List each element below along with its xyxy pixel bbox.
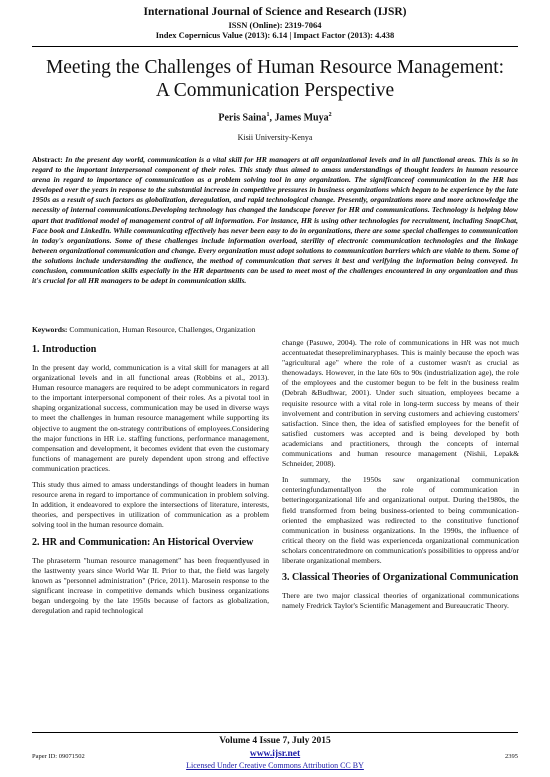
historical-paragraph-1: The phraseterm "human resource management" has been frequentlyused in the lasttwenty years since World War II. Prior to that, the field was largely known as "personnel administration" (Price, 2011). Marosein response to the significant increase in competitive demands which business organizations began undergoing by the late 1950s because of factors as globalization, deregulation and rapid technological [32, 555, 269, 615]
keywords-label: Keywords: [32, 325, 68, 334]
left-column [32, 338, 269, 622]
abstract [32, 155, 518, 286]
author-2-sup: 2 [328, 112, 332, 118]
affiliation: Kisii University-Kenya [237, 133, 313, 142]
journal-header [0, 6, 550, 40]
classical-paragraph-1: There are two major classical theories of organizational communications namely Fredrick Taylor's Scientific Management and Bureaucratic Theory. [282, 591, 519, 611]
abstract-text: In the present day world, communication is a vital skill for HR managers at all organizational levels and in all functional areas. This is so in regard to the important interpersonal component of their roles. This study thus aimed to amass understandings of thought leaders in human resource arena in regard to importance of communication as a problem solving tool in any organization. The significanceof communication in the HR has developed over the years in response to the substantial increase in competitive pressures in business organizations which began to be experience by the late 1950s as a result of such factors as globalization, deregulation, and rapid technological change. Presently, organizations more and more acknowledge the necessity of internal communications.Developing technology has changed the landscape forever for HR and communications. Technology is helping blow apart that traditional model of management control of all information. For instance, HR is using other technologies for recruitment, including SnapChat, Face book and LinkedIn. While communicating effectively has never been easy to do in organizations, there are some special challenges to communication in today's organizations. Some of these challenges include information overload, sterility of electronic communication technologies and the linkage between organizational communication and change. Every organization must adopt solutions to communication barriers which are viable to them. Some of the solutions include understanding the audience, the method of communication that serves it best and verifying the information being conveyed. In conclusion, communication skills especially in the HR departments can be used to meet most of the challenges encountered in any organization and thus it's crucial for all HR managers to be adept in communication skills. [32, 155, 518, 286]
journal-index: Index Copernicus Value (2013): 6.14 | Impact Factor (2013): 4.438 [155, 29, 395, 40]
keywords-text: Communication, Human Resource, Challenges, Organization [69, 325, 256, 334]
footer-url-link[interactable]: www.ijsr.net [249, 749, 301, 759]
page-number: 2395 [505, 753, 518, 760]
author-1: Peris Saina [218, 112, 267, 124]
footer-license-link[interactable]: Licensed Under Creative Commons Attribution CC BY [186, 761, 364, 770]
paper-id: Paper ID: 09071502 [32, 753, 85, 760]
section-heading-historical: 2. HR and Communication: An Historical Overview [32, 536, 254, 548]
abstract-label: Abstract: [32, 155, 63, 164]
section-heading-classical: 3. Classical Theories of Organizational Communication [282, 572, 519, 584]
header-rule [32, 46, 518, 47]
author-line [0, 112, 550, 123]
journal-name: International Journal of Science and Research (IJSR) [143, 6, 407, 18]
paper-title: Meeting the Challenges of Human Resource Management: A Communication Perspective [45, 57, 505, 101]
footer-volume: Volume 4 Issue 7, July 2015 [219, 736, 331, 746]
historical-paragraph-2: change (Pasuwe, 2004). The role of communications in HR was not much accentuatedat thesepreliminaryphases. This is mainly because the epoch was "agricultural age" where the role of a customer wasn't as crucial as thenowadays. However, in the late 60s to 90s (industrialization age), the role of the employees and the customer begun to be felt in the business realm (Debrah &Budhwar, 2001). Under such situation, employees became a requisite resource with a vital role in long-term success by means of their involvement and contribution in serving customers and achieving customers' satisfaction. Since then, the idea of satisfied employees for the benefit of satisfied customers was accepted and is being developed by both academicians and practitioners, through the concepts of internal communications and human resource management (Nishii, Lepak& Schneider, 2008). [282, 338, 519, 469]
footer-rule [32, 732, 518, 733]
author-1-sup: 1 [266, 112, 270, 118]
keywords [32, 325, 518, 334]
section-heading-introduction: 1. Introduction [32, 344, 97, 355]
journal-issn: ISSN (Online): 2319-7064 [228, 19, 322, 30]
intro-paragraph-2: This study thus aimed to amass understandings of thought leaders in human resource arena in regard to importance of communication in problem solving. In addition, it endeavored to explore the intersections of literature, interests, theories, and perspectives in utilization of communication as a problem solving tool in the human resource domain. [32, 480, 269, 530]
author-2: James Muya [274, 112, 329, 124]
historical-paragraph-3: In summary, the 1950s saw organizational communication centeringfundamentallyon the role of communication in betteringorganizational life and organizational output. During the1980s, the field transformed from being business-oriented to being communication-oriented the emphasized was redirected to the constitutive functionof communication in business organizations. In the 1990s, the influence of critical theory on the field was experienceda organizational communication scholars concentratedmore on communication's possibilities to oppress and/or liberate organizational members. [282, 475, 519, 565]
author-separator: , [269, 112, 275, 124]
right-column [282, 338, 519, 617]
intro-paragraph-1: In the present day world, communication is a vital skill for managers at all organizational levels and in all functional areas (Robbins et al., 2013). Human resource managers are required to be adept communicators in regard to the important interpersonal component of their roles. As a pivotal tool in shaping organizational success, communication may be used in diverse ways to meet the challenges in human resource management while supporting its objective to augment the on-strategy contributions of employees.Considering the major functions in HR i.e. staffing functions, performance management, compensation and development, it becomes evident that even the customary functions of management are purely dependent upon strong and effective communication practices. [32, 363, 269, 473]
